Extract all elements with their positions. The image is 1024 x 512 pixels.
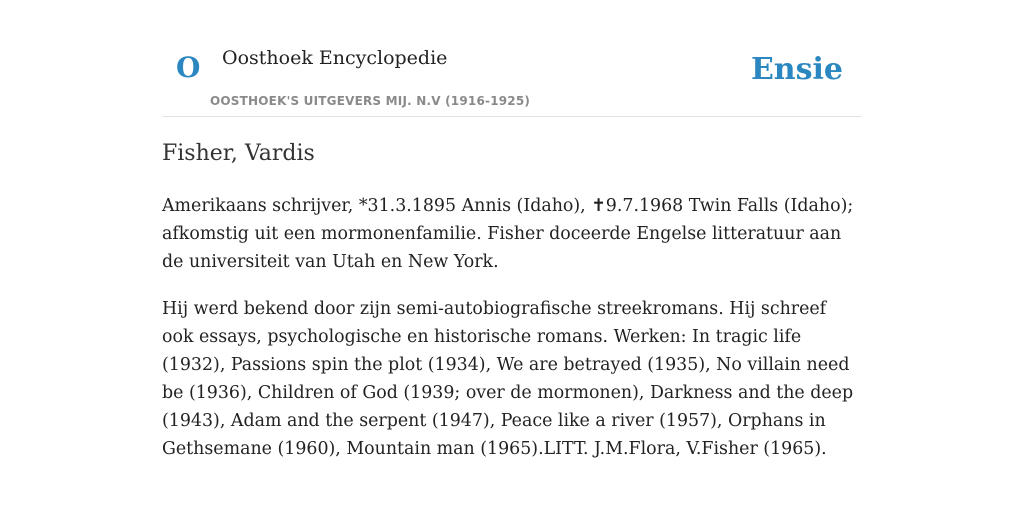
publication-title[interactable]: Oosthoek Encyclopedie xyxy=(222,47,448,69)
article xyxy=(162,138,862,463)
article-paragraph-2: Hij werd bekend door zijn semi-autobiografische streekromans. Hij schreef ook essays, psychologische en historische romans. Werken: In tragic life (1932), Passions spin the plot (1934), We are betrayed (1935), No villain need be (1936), Children of God (1939; over de mormonen), Darkness and the deep (1943), Adam and the serpent (1947), Peace like a river (1957), Orphans in Gethsemane (1960), Mountain man (1965).LITT. J.M.Flora, V.Fisher (1965). xyxy=(162,299,854,459)
publication-logo[interactable]: O xyxy=(176,51,201,84)
article-paragraph-1: Amerikaans schrijver, *31.3.1895 Annis (Idaho), ✝9.7.1968 Twin Falls (Idaho); afkomstig uit een mormonenfamilie. Fisher doceerde Engelse litteratuur aan de universiteit van Utah en New York. xyxy=(162,196,854,272)
publisher-subtitle: OOSTHOEK'S UITGEVERS MIJ. N.V (1916-1925) xyxy=(210,94,531,108)
encyclopedia-header xyxy=(162,0,862,117)
ensie-brand-link[interactable]: Ensie xyxy=(750,52,843,87)
article-title: Fisher, Vardis xyxy=(162,141,315,166)
